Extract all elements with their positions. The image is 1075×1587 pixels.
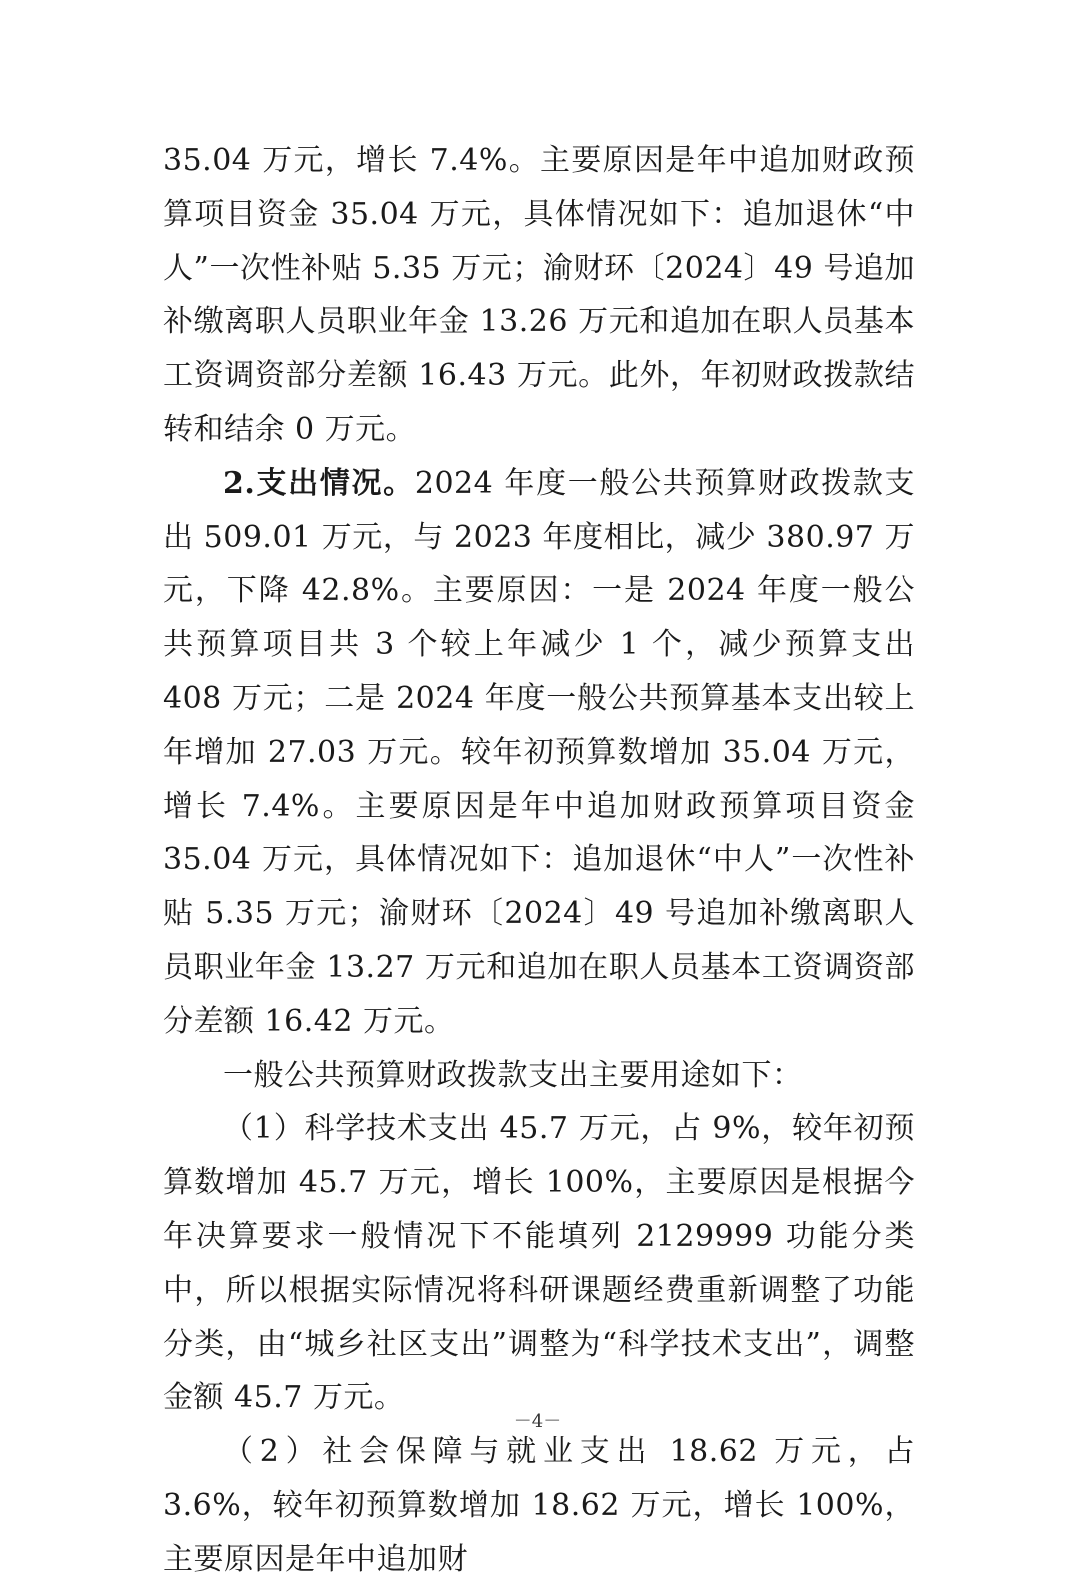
paragraph-social-security: [163, 1425, 915, 1586]
paragraph-text: （1）科学技术支出 45.7 万元，占 9%，较年初预算数增加 45.7 万元，增长 100%，主要原因是根据今年决算要求一般情况下不能填列 2129999 功能分类中，所以根据实际情况将科研课题经费重新调整了功能分类，由“城乡社区支出”调整为“科学技术支出”，调整金额 45.7 万元。: [163, 1111, 915, 1416]
paragraph-science-tech: [163, 1102, 915, 1425]
body-text: [163, 134, 915, 1587]
paragraph-text: 35.04 万元，增长 7.4%。主要原因是年中追加财政预算项目资金 35.04 万元，具体情况如下：追加退休“中人”一次性补贴 5.35 万元；渝财环〔2024〕49 号追加补缴离职人员职业年金 13.26 万元和追加在职人员基本工资调资部分差额 16.43 万元。此外，年初财政拨款结转和结余 0 万元。: [163, 143, 915, 447]
paragraph-expenditure: [163, 457, 915, 1049]
paragraph-text: 一般公共预算财政拨款支出主要用途如下：: [223, 1057, 803, 1093]
page-number: －4－: [513, 1411, 562, 1432]
paragraph-income-continued: [163, 134, 915, 457]
paragraph-text: 2024 年度一般公共预算财政拨款支出 509.01 万元，与 2023 年度相比，减少 380.97 万元，下降 42.8%。主要原因：一是 2024 年度一般公共预算项目共 3 个较上年减少 1 个，减少预算支出 408 万元；二是 2024 年度一般公共预算基本支出较上年增加 27.03 万元。较年初预算数增加 35.04 万元，增长 7.4%。主要原因是年中追加财政预算项目资金 35.04 万元，具体情况如下：追加退休“中人”一次性补贴 5.35 万元；渝财环〔2024〕49 号追加补缴离职人员职业年金 13.27 万元和追加在职人员基本工资调资部分差额 16.42 万元。: [163, 465, 915, 1039]
paragraph-text: （2）社会保障与就业支出 18.62 万元，占 3.6%，较年初预算数增加 18.62 万元，增长 100%，主要原因是年中追加财: [163, 1434, 915, 1577]
paragraph-usage-intro: [163, 1049, 915, 1103]
section-heading: 2.支出情况。: [223, 465, 415, 501]
